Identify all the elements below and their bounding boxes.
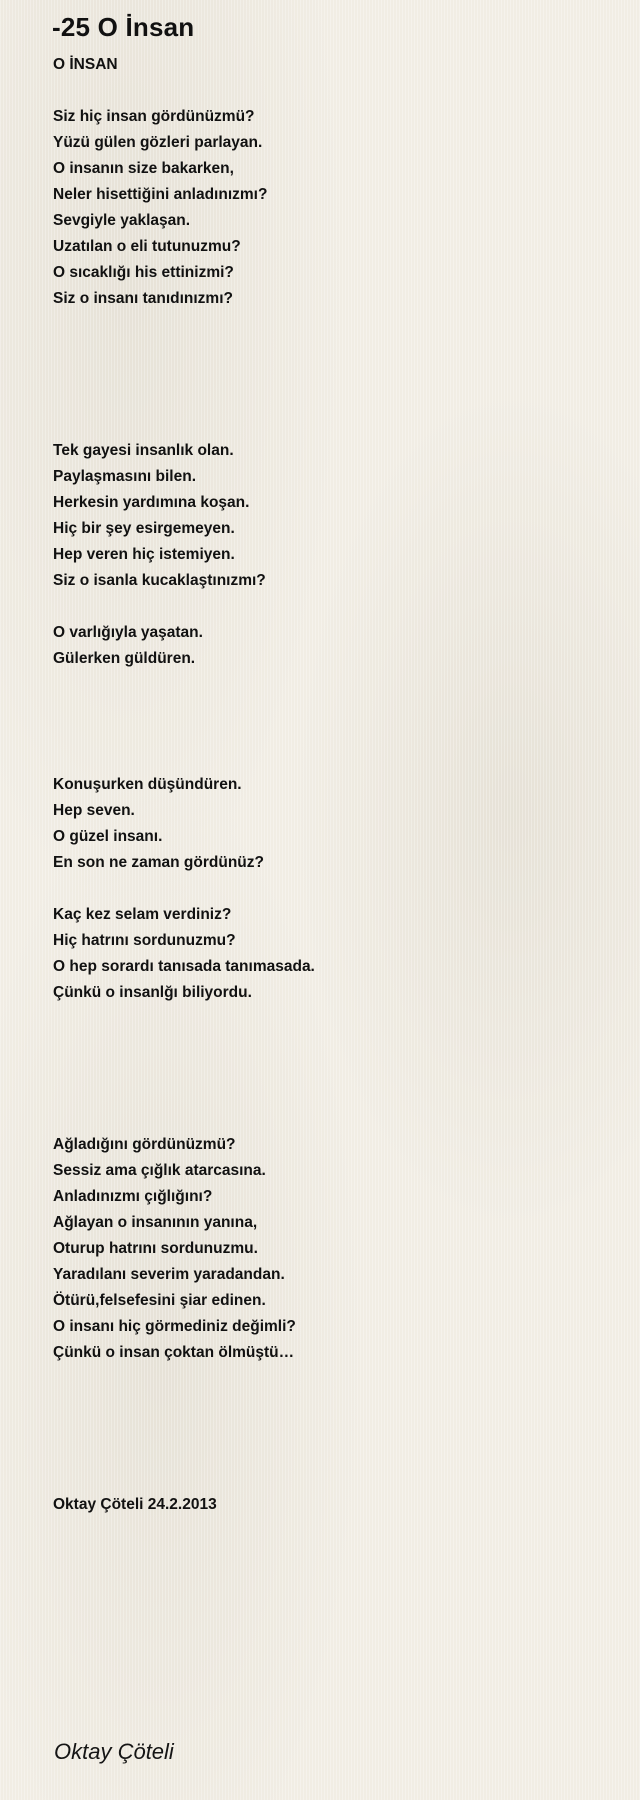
- poem-line: Çünkü o insanlğı biliyordu.: [53, 984, 252, 1001]
- poem-line: Tek gayesi insanlık olan.: [53, 442, 234, 459]
- poem-line: Hep veren hiç istemiyen.: [53, 546, 235, 563]
- stanza-2: [53, 438, 613, 594]
- stanza-5: [53, 902, 613, 1006]
- poem-line: O insanı hiç görmediniz değimli?: [53, 1318, 296, 1335]
- poem-line: O sıcaklığı his ettinizmi?: [53, 264, 234, 281]
- poem-line: Siz o insanı tanıdınızmı?: [53, 290, 233, 307]
- poem-line: Hiç hatrını sordunuzmu?: [53, 932, 236, 949]
- poem-title: -25 O İnsan: [52, 12, 195, 42]
- poem-line: Hiç bir şey esirgemeyen.: [53, 520, 235, 537]
- poem-line: Hep seven.: [53, 802, 135, 819]
- stanza-3: [53, 620, 613, 672]
- poem-line: Kaç kez selam verdiniz?: [53, 906, 232, 923]
- poem-line: Herkesin yardımına koşan.: [53, 494, 250, 511]
- poem-line: Ağladığını gördünüzmü?: [53, 1136, 236, 1153]
- poem-line: O insanın size bakarken,: [53, 160, 234, 177]
- stanza-1: [53, 104, 613, 312]
- poem-line: Siz hiç insan gördünüzmü?: [53, 108, 255, 125]
- poem-line: Siz o isanla kucaklaştınızmı?: [53, 572, 266, 589]
- poem-byline: Oktay Çöteli 24.2.2013: [53, 1496, 217, 1513]
- poem-subtitle: O İNSAN: [53, 56, 118, 73]
- poem-line: Ağlayan o insanının yanına,: [53, 1214, 258, 1231]
- poem-line: O varlığıyla yaşatan.: [53, 624, 203, 641]
- author-signature: Oktay Çöteli: [54, 1739, 174, 1764]
- poem-line: Gülerken güldüren.: [53, 650, 196, 667]
- stanza-6: [53, 1132, 613, 1366]
- poem-line: Oturup hatrını sordunuzmu.: [53, 1240, 258, 1257]
- poem-line: Neler hisettiğini anladınızmı?: [53, 186, 268, 203]
- poem-line: En son ne zaman gördünüz?: [53, 854, 264, 871]
- poem-line: Çünkü o insan çoktan ölmüştü…: [53, 1344, 295, 1361]
- poem-line: O hep sorardı tanısada tanımasada.: [53, 958, 315, 975]
- stanza-4: [53, 772, 613, 876]
- poem-line: Anladınızmı çığlığını?: [53, 1188, 213, 1205]
- poem-line: Paylaşmasını bilen.: [53, 468, 197, 485]
- poem-body: [53, 52, 613, 1518]
- poem-line: Ötürü,felsefesini şiar edinen.: [53, 1292, 266, 1309]
- poem-line: Uzatılan o eli tutunuzmu?: [53, 238, 241, 255]
- poem-line: O güzel insanı.: [53, 828, 163, 845]
- poem-line: Yüzü gülen gözleri parlayan.: [53, 134, 263, 151]
- poem-line: Sessiz ama çığlık atarcasına.: [53, 1162, 266, 1179]
- poem-line: Sevgiyle yaklaşan.: [53, 212, 191, 229]
- poem-line: Konuşurken düşündüren.: [53, 776, 242, 793]
- poem-line: Yaradılanı severim yaradandan.: [53, 1266, 285, 1283]
